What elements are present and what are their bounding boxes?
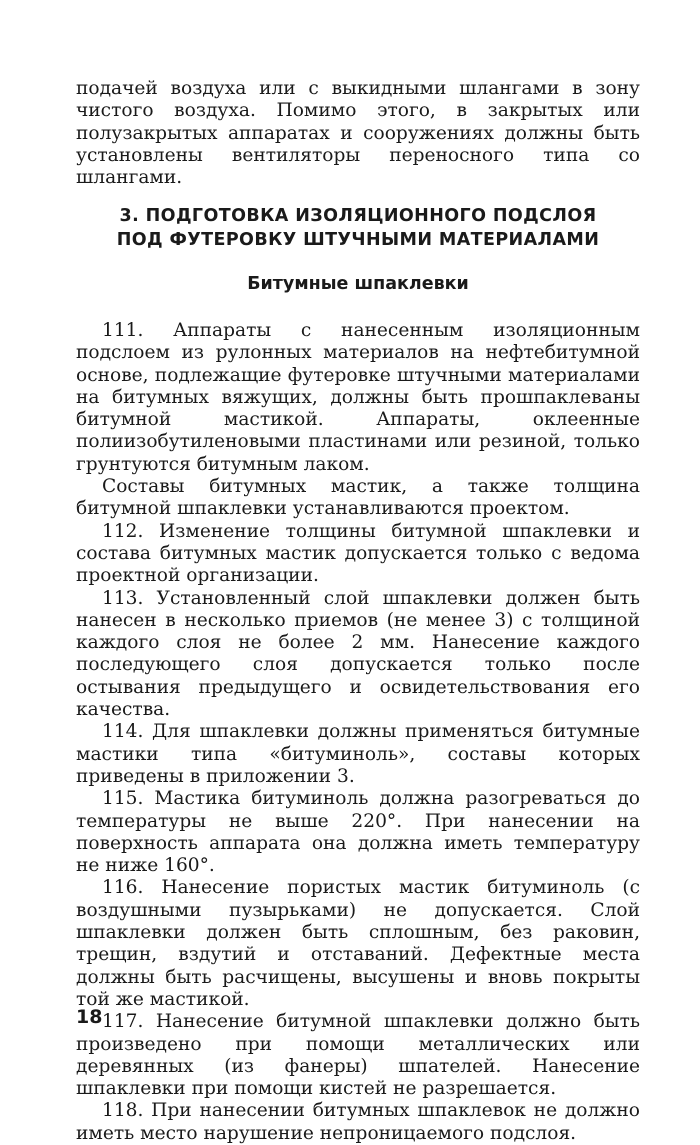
paragraph-116: 116. Нанесение пористых мастик битуминоль (с воздушными пузырьками) не допускается. Слой шпаклевки должен быть сплошным, без раковин, трещин, вздутий и отставаний. Дефектные места должны быть расчищены, высушены и вновь покрыты той же мастикой. [76, 877, 640, 1010]
paragraph-115: 115. Мастика битуминоль должна разогреваться до температуры не выше 220°. При нанесении на поверхность аппарата она должна иметь температуру не ниже 160°. [76, 788, 640, 877]
paragraph-111: 111. Аппараты с нанесенным изоляционным подслоем из рулонных материалов на нефтебитумной основе, подлежащие футеровке штучными материалами на битумных вяжущих, должны быть прошпаклеваны битумной мастикой. Аппараты, оклеенные полиизобутиленовыми пластинами или резиной, только грунтуются битумным лаком. [76, 320, 640, 475]
intro-text-block [76, 78, 640, 189]
paragraph-112: 112. Изменение толщины битумной шпаклевки и состава битумных мастик допускается только с ведома проектной организации. [76, 520, 640, 587]
intro-paragraph: подачей воздуха или с выкидными шлангами в зону чистого воздуха. Помимо этого, в закрытых или полузакрытых аппаратах и сооружениях должны быть установлены вентиляторы переносного типа со шлангами. [76, 78, 640, 189]
paragraph-114: 114. Для шпаклевки должны применяться битумные мастики типа «битуминоль», составы которых приведены в приложении 3. [76, 721, 640, 787]
paragraph-117: 117. Нанесение битумной шпаклевки должно быть произведено при помощи металлических или деревянных (из фанеры) шпателей. Нанесение шпаклевки при помощи кистей не разрешается. [76, 1011, 640, 1100]
paragraph-113: 113. Установленный слой шпаклевки должен быть нанесен в несколько приемов (не менее 3) с толщиной каждого слоя не более 2 мм. Нанесение каждого последующего слоя допускается только после остывания предыдущего и освидетельствования его качества. [76, 587, 640, 721]
section-title-line-2: ПОД ФУТЕРОВКУ ШТУЧНЫМИ МАТЕРИАЛАМИ [116, 230, 600, 250]
section-title [76, 204, 640, 252]
section-title-line-1: 3. ПОДГОТОВКА ИЗОЛЯЦИОННОГО ПОДСЛОЯ [119, 206, 597, 226]
paragraph-compositions: Составы битумных мастик, а также толщина битумной шпаклевки устанавливаются проектом. [76, 476, 640, 520]
page-number: 18 [76, 1006, 103, 1028]
section-subtitle: Битумные шпаклевки [247, 274, 469, 294]
body-text-block [76, 320, 640, 1145]
paragraph-118: 118. При нанесении битумных шпаклевок не должно иметь место нарушение непроницаемого подслоя. [76, 1100, 640, 1144]
